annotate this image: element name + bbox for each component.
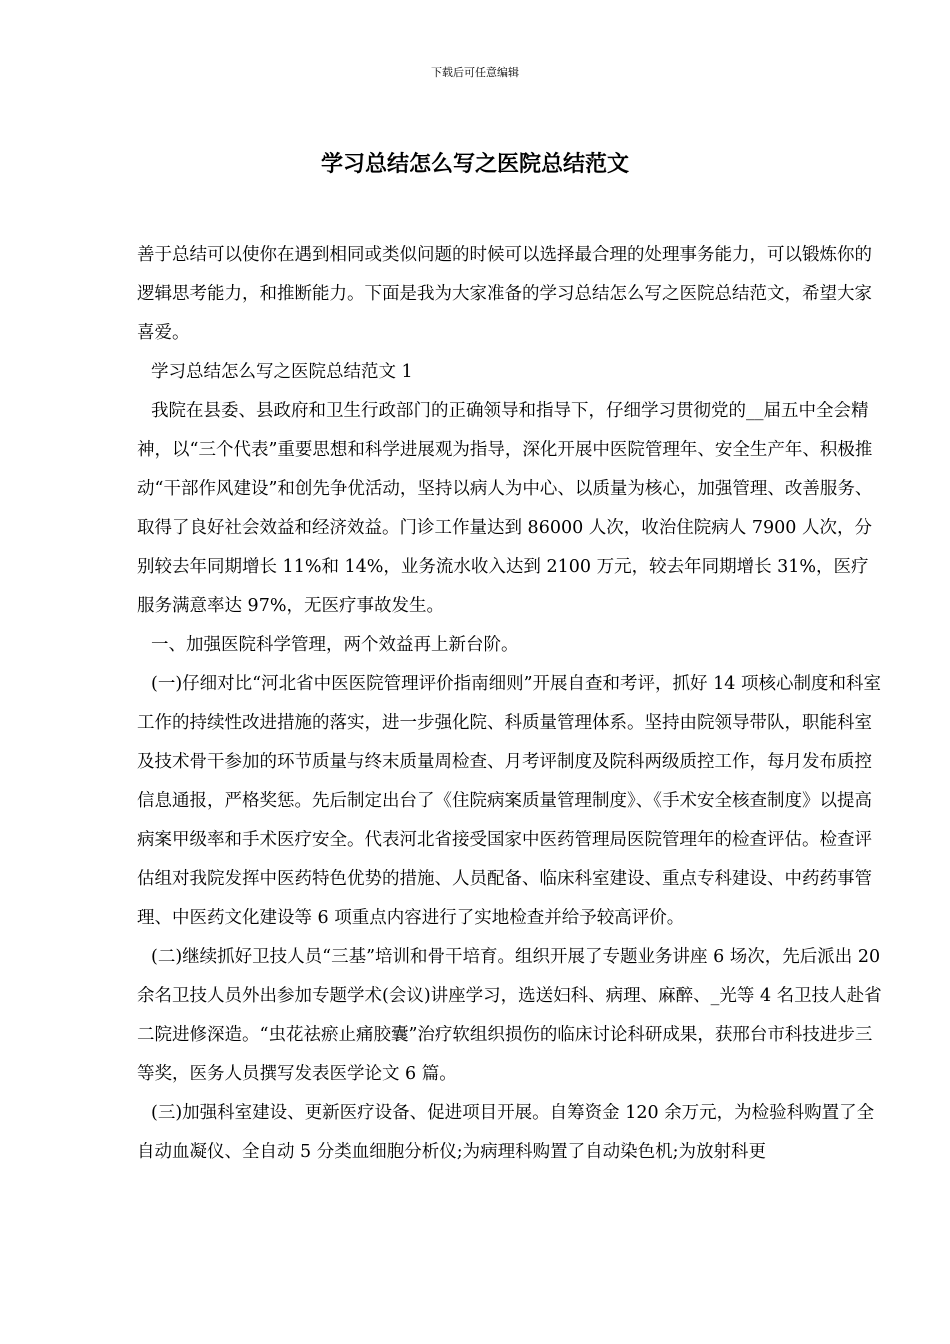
paragraph: 我院在县委、县政府和卫生行政部门的正确领导和指导下，仔细学习贯彻党的__届五中全会精神，以“三个代表”重要思想和科学进展观为指导，深化开展中医院管理年、安全生产年、积极推动“干部作风建设”和创先争优活动，坚持以病人为中心、以质量为核心，加强管理、改善服务、取得了良好社会效益和经济效益。门诊工作量达到 86000 人次，收治住院病人 7900 人次，分别较去年同期增长 11%和 14%，业务流水收入达到 2100 万元，较去年同期增长 31%，医疗服务满意率达 97%，无医疗事故发生。 (137, 401, 873, 616)
document-title: 学习总结怎么写之医院总结范文 (320, 152, 629, 177)
paragraph: (二)继续抓好卫技人员“三基”培训和骨干培育。组织开展了专题业务讲座 6 场次，先后派出 20 余名卫技人员外出参加专题学术(会议)讲座学习，选送妇科、病理、麻醉、_光等 4 名卫技人赴省二院进修深造。“虫花祛瘀止痛胶囊”治疗软组织损伤的临床讨论科研成果，获邢台市科技进步三等奖，医务人员撰写发表医学论文 6 篇。 (137, 947, 882, 1084)
paragraph: (一)仔细对比“河北省中医医院管理评价指南细则”开展自查和考评，抓好 14 项核心制度和科室工作的持续性改进措施的落实，进一步强化院、科质量管理体系。坚持由院领导带队，职能科室及技术骨干参加的环节质量与终末质量周检查、月考评制度及院科两级质控工作，每月发布质控信息通报，严格奖惩。先后制定出台了《住院病案质量管理制度》、《手术安全核查制度》以提高病案甲级率和手术医疗安全。代表河北省接受国家中医药管理局医院管理年的检查评估。检查评估组对我院发挥中医药特色优势的措施、人员配备、临床科室建设、重点专科建设、中药药事管理、中医药文化建设等 6 项重点内容进行了实地检查并给予较高评价。 (137, 674, 881, 928)
paragraph-intro: 善于总结可以使你在遇到相同或类似问题的时候可以选择最合理的处理事务能力，可以锻炼你的逻辑思考能力，和推断能力。下面是我为大家准备的学习总结怎么写之医院总结范文，希望大家喜爱。 (137, 245, 872, 343)
document-body (137, 236, 885, 1172)
paragraph: (三)加强科室建设、更新医疗设备、促进项目开展。自筹资金 120 余万元，为检验科购置了全自动血凝仪、全自动 5 分类血细胞分析仪;为病理科购置了自动染色机;为放射科更 (137, 1103, 875, 1162)
header-note: 下载后可任意编辑 (431, 66, 519, 79)
section-heading: 一、加强医院科学管理，两个效益再上新台阶。 (151, 635, 519, 655)
section-heading: 学习总结怎么写之医院总结范文 1 (151, 362, 413, 382)
